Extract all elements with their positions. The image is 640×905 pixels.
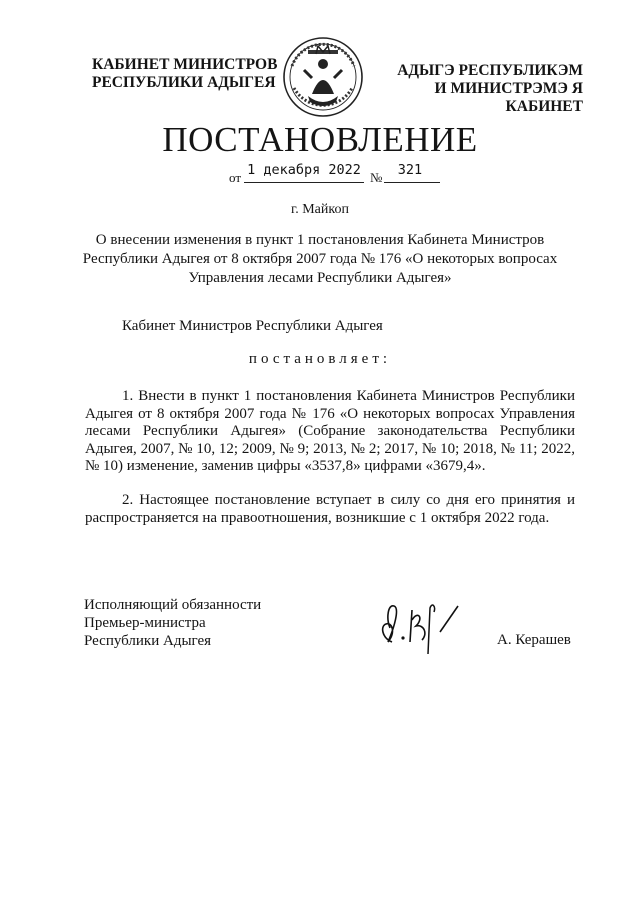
signatory-title: [84, 596, 261, 650]
signatory-line1: Исполняющий обязанности: [84, 597, 262, 613]
document-title: ПОСТАНОВЛЕНИЕ: [162, 120, 478, 159]
date-underline: [244, 182, 364, 183]
subject-line1: О внесении изменения в пункт 1 постановления Кабинета Министров: [95, 232, 545, 248]
header-left: [92, 56, 282, 92]
city: г. Майкоп: [291, 202, 349, 217]
number-underline: [384, 182, 440, 183]
header-right-line2: И МИНИСТРЭМЭ Я КАБИНЕТ: [434, 80, 583, 115]
paragraph-2: 2. Настоящее постановление вступает в силу со дня его принятия и распространяется на правоотношения, возникшие с 1 октября 2022 года.: [85, 492, 575, 526]
header-right: [368, 62, 583, 116]
subject-line2: Республики Адыгея от 8 октября 2007 года № 176 «О некоторых вопросах: [82, 251, 558, 267]
issuing-body: Кабинет Министров Республики Адыгея: [122, 318, 383, 334]
number-label: №: [370, 170, 383, 185]
header-left-line1: КАБИНЕТ МИНИСТРОВ: [92, 56, 278, 73]
document-subject: [60, 231, 580, 288]
paragraph-1: 1. Внести в пункт 1 постановления Кабинета Министров Республики Адыгея от 8 октября 2007 года № 176 «О некоторых вопросах Управления лесами Республики Адыгея» (Собрание законодательства Республики Адыгея, 2007, № 10, 12; 2009, № 9; 2013, № 2; 2017, № 10; 2018, № 11; 2022, № 10) изменение, заменив цифры «3537,8» цифрами «3679,4».: [85, 388, 575, 474]
dateline: [0, 162, 640, 192]
header-right-line1: АДЫГЭ РЕСПУБЛИКЭМ: [397, 62, 583, 79]
document-date: 1 декабря 2022: [247, 162, 361, 178]
signatory-name: А. Керашев: [497, 632, 571, 648]
date-from-label: от: [229, 170, 242, 185]
coat-of-arms-icon: [282, 36, 364, 118]
header-left-line2: РЕСПУБЛИКИ АДЫГЕЯ: [92, 74, 276, 91]
signatory-line3: Республики Адыгея: [84, 633, 212, 649]
subject-line3: Управления лесами Республики Адыгея»: [188, 270, 452, 286]
decrees-heading: постановляет:: [248, 351, 392, 367]
document-number: 321: [397, 162, 423, 178]
signatory-line2: Премьер-министра: [84, 615, 206, 631]
handwritten-signature-icon: [372, 598, 467, 656]
